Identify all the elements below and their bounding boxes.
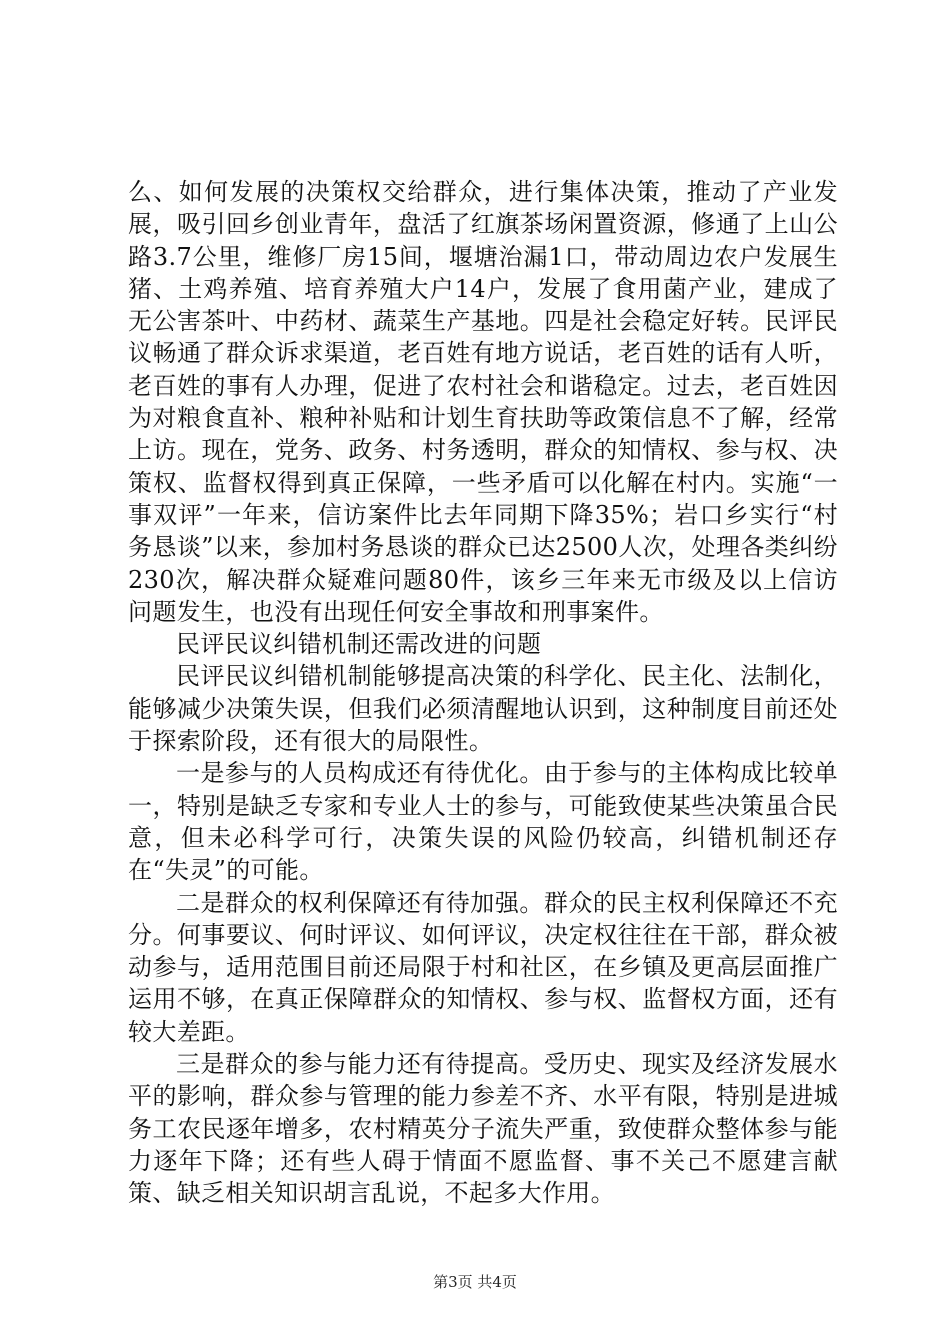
paragraph-intro: 民评民议纠错机制能够提高决策的科学化、民主化、法制化，能够减少决策失误，但我们必须清醒地认识到，这种制度目前还处于探索阶段，还有很大的局限性。 — [128, 662, 838, 756]
paragraph-point-2: 二是群众的权利保障还有待加强。群众的民主权利保障还不充分。何事要议、何时评议、如何评议，决定权往往在干部，群众被动参与，适用范围目前还局限于村和社区，在乡镇及更高层面推广运用不够，在真正保障群众的知情权、参与权、监督权方面，还有较大差距。 — [128, 888, 838, 1046]
paragraph-continuation: 么、如何发展的决策权交给群众，进行集体决策，推动了产业发展，吸引回乡创业青年，盘活了红旗茶场闲置资源，修通了上山公路3.7公里，维修厂房15间，堰塘治漏1口，带动周边农户发展生猪、土鸡养殖、培育养殖大户14户，发展了食用菌产业，建成了无公害茶叶、中药材、蔬菜生产基地。四是社会稳定好转。民评民议畅通了群众诉求渠道，老百姓有地方说话，老百姓的话有人听，老百姓的事有人办理，促进了农村社会和谐稳定。过去，老百姓因为对粮食直补、粮种补贴和计划生育扶助等政策信息不了解，经常上访。现在，党务、政务、村务透明，群众的知情权、参与权、决策权、监督权得到真正保障，一些矛盾可以化解在村内。实施“一事双评”一年来，信访案件比去年同期下降35%；岩口乡实行“村务恳谈”以来，参加村务恳谈的群众已达2500人次，处理各类纠纷230次，解决群众疑难问题80件，该乡三年来无市级及以上信访问题发生，也没有出现任何安全事故和刑事案件。 — [128, 178, 838, 626]
section-heading: 民评民议纠错机制还需改进的问题 — [176, 630, 542, 659]
paragraph-point-1: 一是参与的人员构成还有待优化。由于参与的主体构成比较单一，特别是缺乏专家和专业人士的参与，可能致使某些决策虽合民意，但未必科学可行，决策失误的风险仍较高，纠错机制还存在“失灵”的可能。 — [128, 759, 838, 885]
paragraph-point-3: 三是群众的参与能力还有待提高。受历史、现实及经济发展水平的影响，群众参与管理的能力参差不齐、水平有限，特别是进城务工农民逐年增多，农村精英分子流失严重，致使群众整体参与能力逐年下降；还有些人碍于情面不愿监督、事不关己不愿建言献策、缺乏相关知识胡言乱说，不起多大作用。 — [128, 1050, 838, 1208]
document-body — [128, 176, 838, 1210]
page-number-footer: 第3页 共4页 — [433, 1273, 517, 1291]
